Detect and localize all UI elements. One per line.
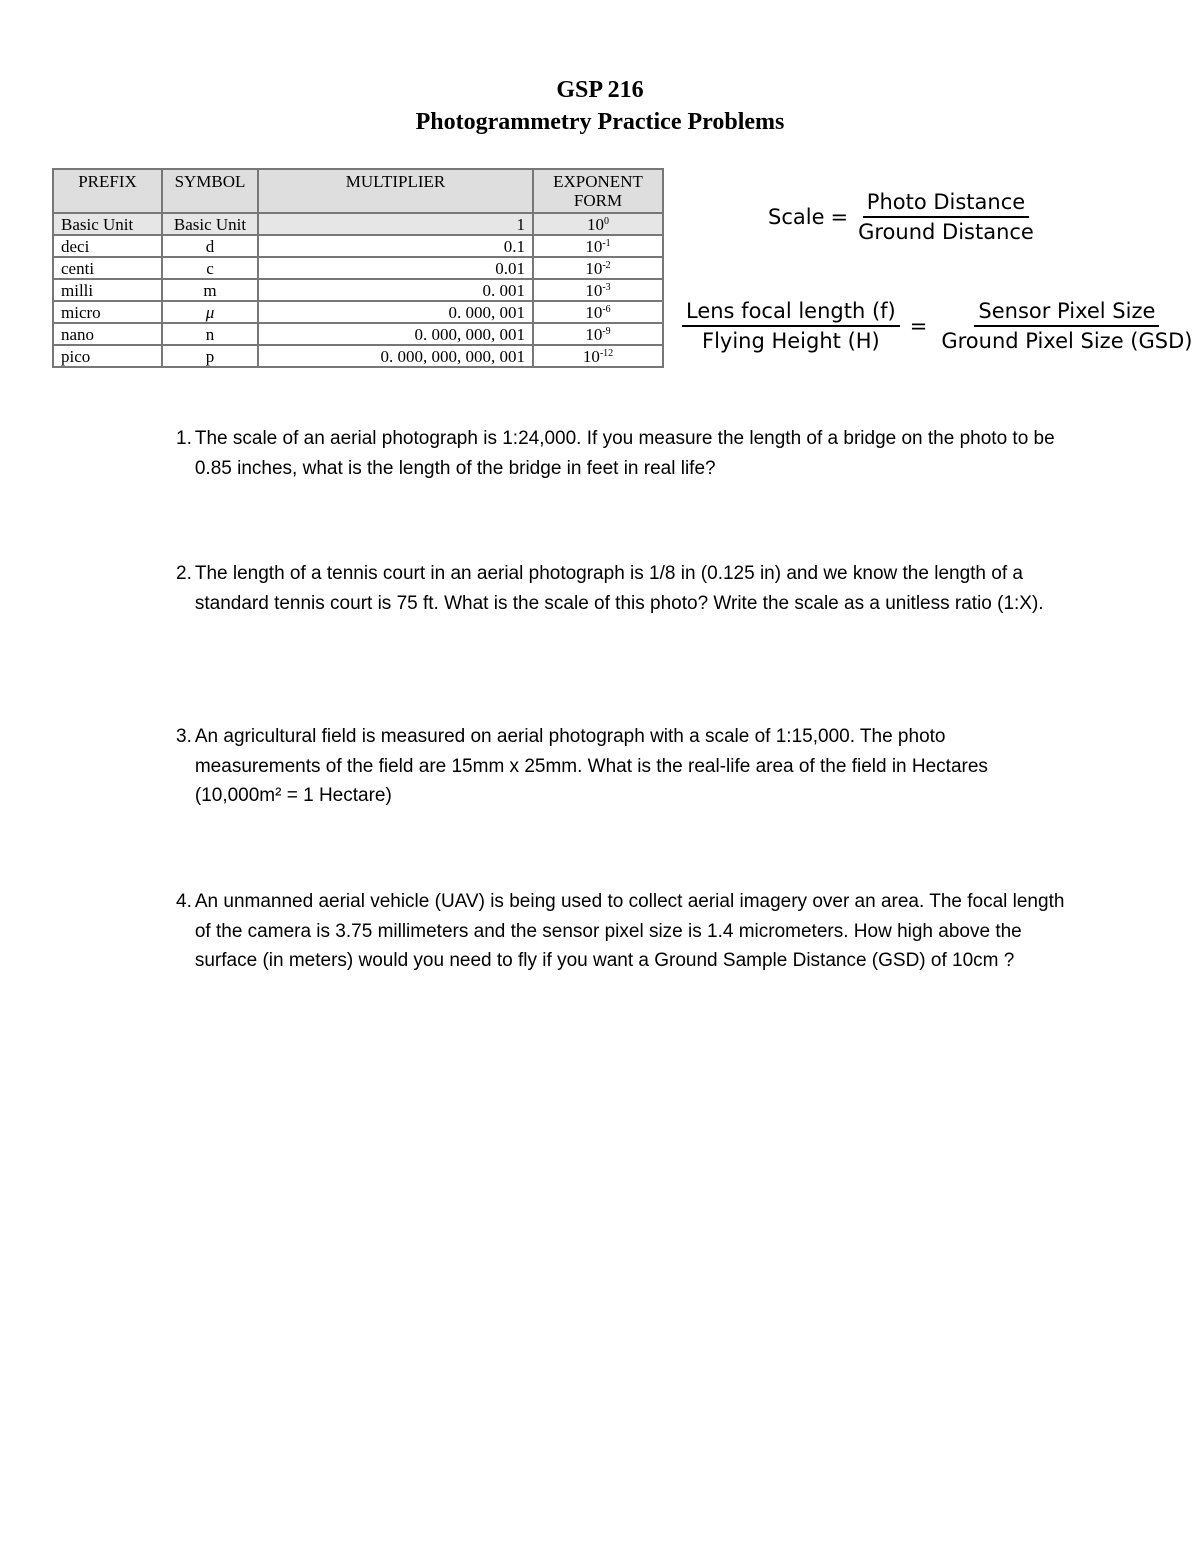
question-item	[176, 722, 1076, 811]
multiplier-cell: 0. 001	[258, 279, 533, 301]
lens-rhs-numerator: Sensor Pixel Size	[974, 299, 1159, 327]
exponent-power: -3	[602, 281, 611, 293]
symbol-cell: μ	[162, 301, 258, 323]
question-number: 2.	[176, 563, 192, 584]
question-number: 1.	[176, 428, 192, 449]
lens-lhs-numerator: Lens focal length (f)	[682, 299, 900, 327]
exponent-cell	[533, 213, 663, 235]
exponent-cell	[533, 345, 663, 367]
table-row	[53, 345, 663, 367]
prefix-cell: Basic Unit	[53, 213, 162, 235]
symbol-cell: d	[162, 235, 258, 257]
exponent-base: 10	[585, 258, 603, 278]
multiplier-cell: 0. 000, 000, 000, 001	[258, 345, 533, 367]
symbol-cell: n	[162, 323, 258, 345]
exponent-cell	[533, 279, 663, 301]
prefix-cell: centi	[53, 257, 162, 279]
prefix-cell: milli	[53, 279, 162, 301]
question-text: The length of a tennis court in an aerial photograph is 1/8 in (0.125 in) and we know the length of a standard tennis court is 75 ft. What is the scale of this photo? Write the scale as a unitless ratio (1:X).	[194, 563, 1044, 614]
multiplier-cell: 0.1	[258, 235, 533, 257]
exponent-power: -12	[599, 347, 614, 359]
table-row	[53, 213, 663, 235]
exponent-base: 10	[585, 280, 603, 300]
header-exponent-line2: FORM	[573, 191, 623, 210]
question-item	[176, 424, 1076, 483]
prefix-table-header-row	[53, 169, 663, 213]
table-row	[53, 323, 663, 345]
table-row	[53, 279, 663, 301]
prefix-table	[52, 168, 664, 368]
exponent-cell	[533, 235, 663, 257]
lens-rhs-fraction	[937, 299, 1196, 353]
question-text: An agricultural field is measured on aerial photograph with a scale of 1:15,000. The photo measurements of the field are 15mm x 25mm. What is the real-life area of the field in Hectares (10,000m² = 1 Hectare)	[194, 726, 988, 806]
prefix-cell: micro	[53, 301, 162, 323]
scale-numerator: Photo Distance	[863, 190, 1029, 218]
lens-rhs-denominator: Ground Pixel Size (GSD)	[941, 329, 1193, 353]
prefix-cell: deci	[53, 235, 162, 257]
header-prefix: PREFIX	[53, 169, 162, 213]
question-item	[176, 887, 1076, 976]
scale-fraction	[854, 190, 1038, 244]
scale-denominator: Ground Distance	[858, 220, 1034, 244]
exponent-power: -1	[602, 237, 611, 249]
exponent-cell	[533, 301, 663, 323]
question-text: An unmanned aerial vehicle (UAV) is being used to collect aerial imagery over an area. The focal length of the camera is 3.75 millimeters and the sensor pixel size is 1.4 micrometers. How high above the surface (in meters) would you need to fly if you want a Ground Sample Distance (GSD) of 10cm ?	[194, 891, 1065, 971]
lens-lhs-denominator: Flying Height (H)	[701, 329, 880, 353]
multiplier-cell: 0. 000, 000, 001	[258, 323, 533, 345]
exponent-base: 10	[585, 324, 603, 344]
exponent-cell	[533, 323, 663, 345]
prefix-cell: pico	[53, 345, 162, 367]
exponent-power: -6	[602, 303, 611, 315]
scale-formula	[768, 190, 1038, 244]
multiplier-cell: 0.01	[258, 257, 533, 279]
exponent-cell	[533, 257, 663, 279]
lens-lhs-fraction	[682, 299, 900, 353]
scale-formula-equals: =	[830, 205, 849, 229]
exponent-base: 10	[582, 346, 600, 366]
question-item	[176, 559, 1076, 618]
course-title: GSP 216	[556, 77, 644, 103]
lens-formula	[682, 299, 1196, 353]
exponent-base: 10	[587, 214, 604, 234]
table-row	[53, 257, 663, 279]
multiplier-cell: 1	[258, 213, 533, 235]
symbol-cell: p	[162, 345, 258, 367]
document-title: Photogrammetry Practice Problems	[415, 109, 785, 135]
header-exponent-line1: EXPONENT	[553, 172, 643, 191]
symbol-cell: c	[162, 257, 258, 279]
header-multiplier: MULTIPLIER	[258, 169, 533, 213]
exponent-power: -9	[602, 325, 611, 337]
exponent-base: 10	[585, 236, 603, 256]
symbol-cell: m	[162, 279, 258, 301]
symbol-cell: Basic Unit	[162, 213, 258, 235]
question-number: 4.	[176, 891, 192, 912]
question-text: The scale of an aerial photograph is 1:24,000. If you measure the length of a bridge on the photo to be 0.85 inches, what is the length of the bridge in feet in real life?	[194, 428, 1055, 479]
table-row	[53, 301, 663, 323]
question-number: 3.	[176, 726, 192, 747]
document-header	[0, 74, 1200, 138]
exponent-power: -2	[602, 259, 611, 271]
exponent-power: 0	[604, 215, 609, 227]
scale-formula-lhs: Scale	[768, 205, 825, 229]
exponent-base: 10	[585, 302, 603, 322]
header-exponent	[533, 169, 663, 213]
lens-formula-equals: =	[909, 314, 928, 338]
header-symbol: SYMBOL	[162, 169, 258, 213]
prefix-cell: nano	[53, 323, 162, 345]
table-row	[53, 235, 663, 257]
multiplier-cell: 0. 000, 001	[258, 301, 533, 323]
